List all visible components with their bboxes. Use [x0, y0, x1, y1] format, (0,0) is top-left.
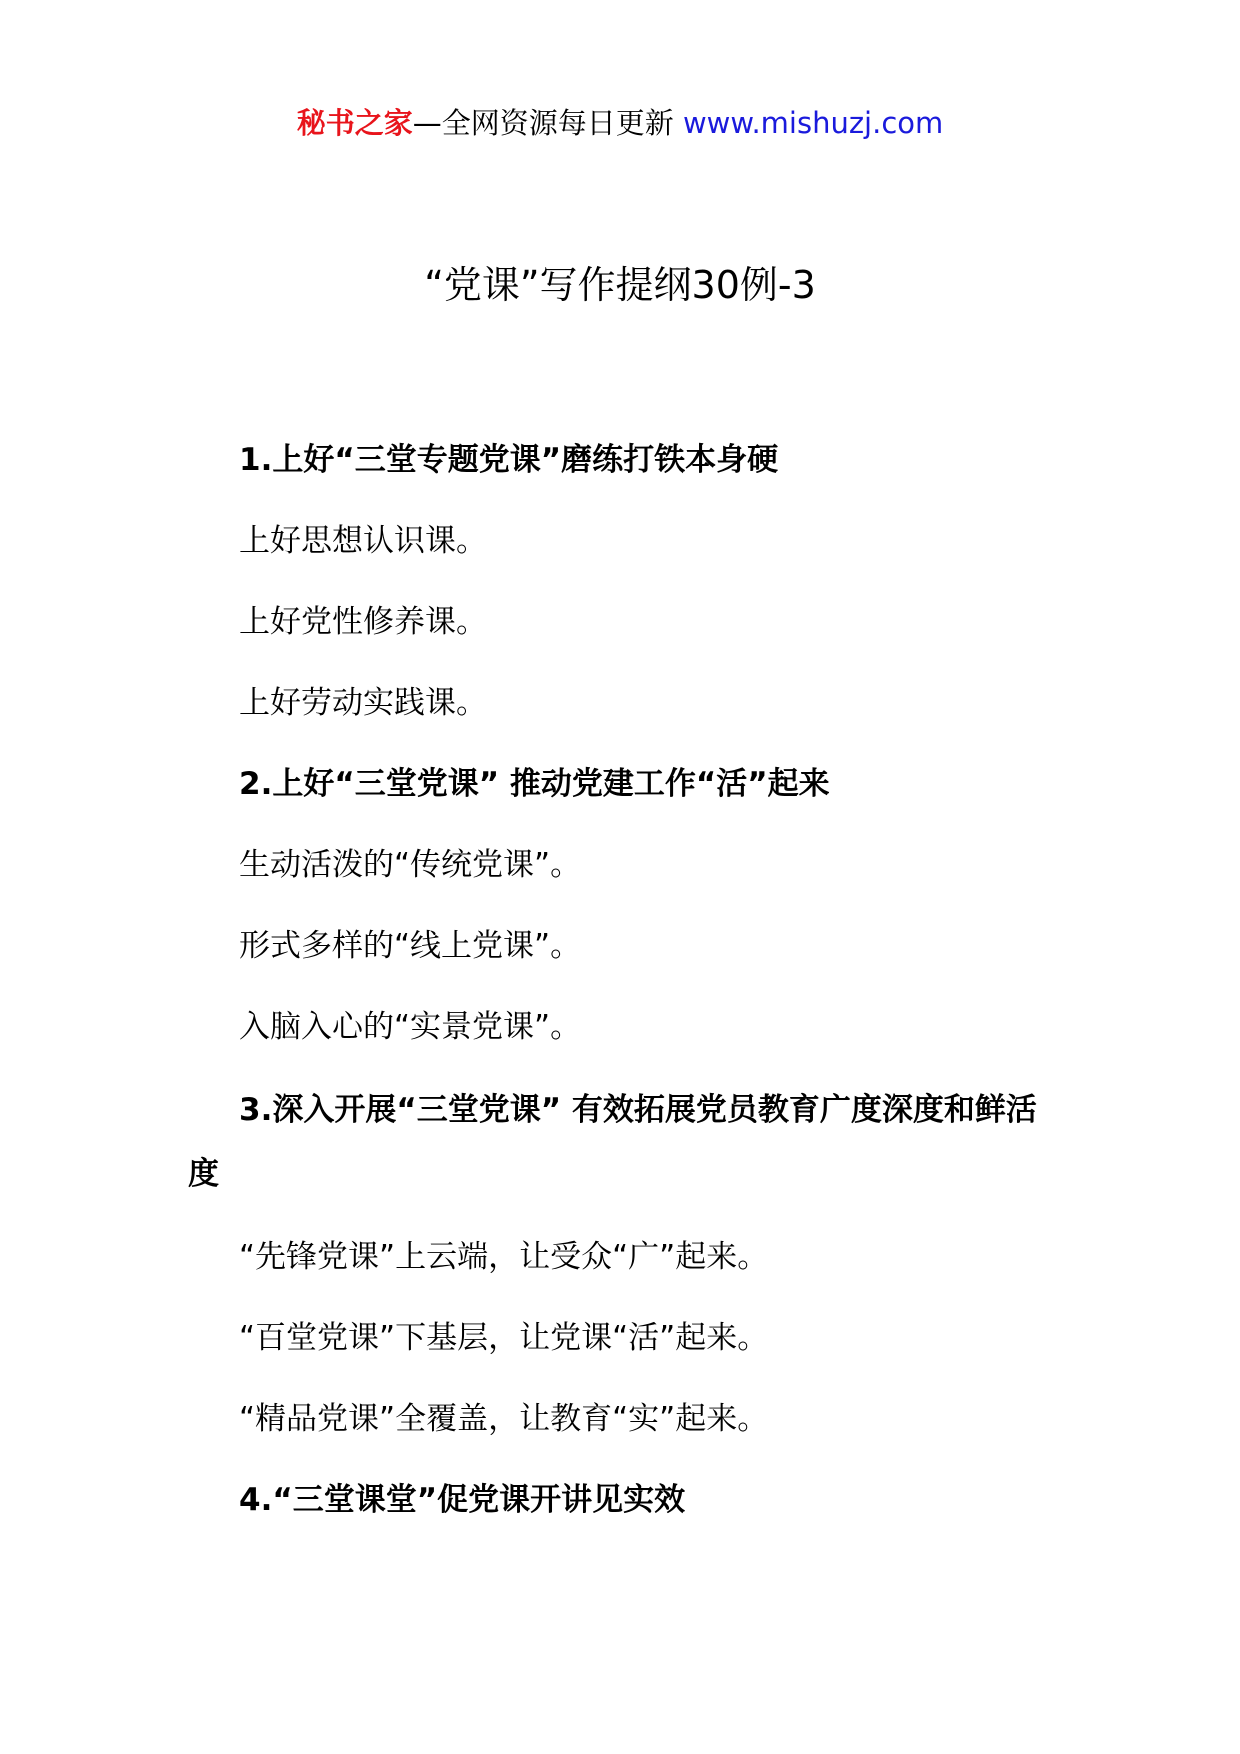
brand-name: 秘书之家 — [296, 106, 413, 140]
banner-tagline: —全网资源每日更新 — [412, 106, 674, 140]
document-title: “党课”写作提纲30例-3 — [424, 263, 816, 307]
list-item: 上好思想认识课。 — [239, 523, 487, 559]
list-item: “先锋党课”上云端，让受众“广”起来。 — [239, 1239, 769, 1275]
list-item: 形式多样的“线上党课”。 — [239, 928, 582, 964]
section-heading: 4.“三堂课堂”促党课开讲见实效 — [239, 1482, 686, 1518]
list-item: 生动活泼的“传统党课”。 — [239, 847, 582, 883]
section-heading: 1.上好“三堂专题党课”磨练打铁本身硬 — [239, 442, 779, 478]
section-heading: 2.上好“三堂党课” 推动党建工作“活”起来 — [239, 766, 830, 802]
document-body — [188, 430, 1063, 1551]
list-item: “百堂党课”下基层，让党课“活”起来。 — [239, 1320, 769, 1356]
list-item: 上好党性修养课。 — [239, 604, 487, 640]
section-heading: 3.深入开展“三堂党课” 有效拓展党员教育广度深度和鲜活度 — [188, 1092, 1037, 1192]
list-item: “精品党课”全覆盖，让教育“实”起来。 — [239, 1401, 769, 1437]
list-item: 上好劳动实践课。 — [239, 685, 487, 721]
site-banner — [0, 98, 1240, 148]
site-url-link[interactable]: www.mishuzj.com — [682, 106, 944, 140]
list-item: 入脑入心的“实景党课”。 — [239, 1009, 582, 1045]
